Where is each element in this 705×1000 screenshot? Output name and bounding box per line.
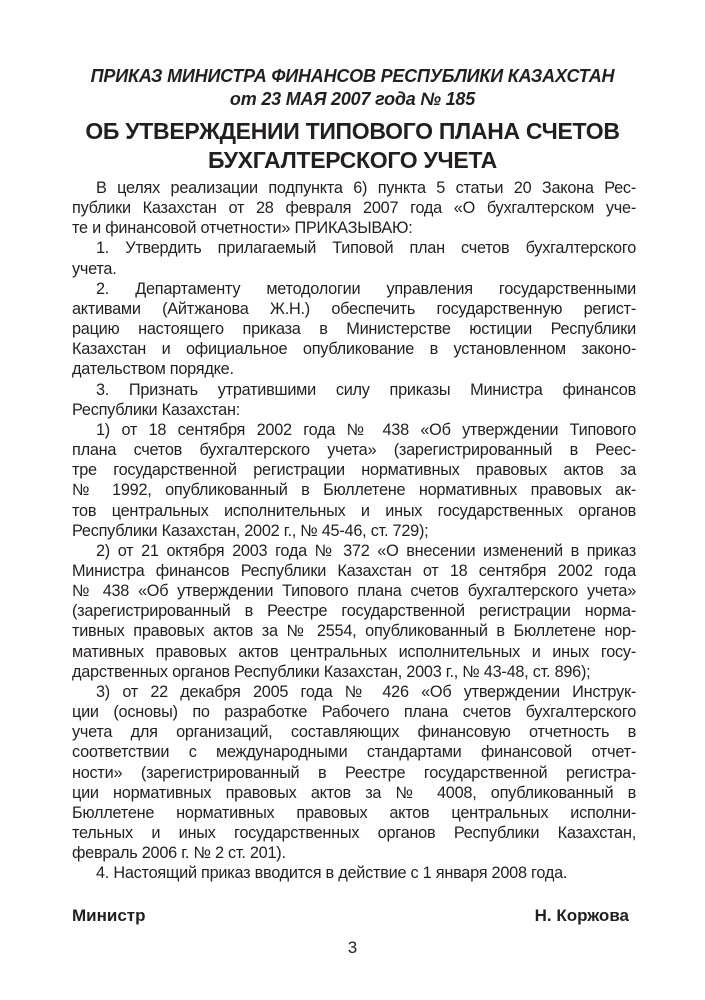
text-line: публики Казахстан от 28 февраля 2007 года «О бухгалтерском уче- bbox=[72, 199, 636, 218]
text-line: Казахстан и официальное опубликование в установленном законо- bbox=[72, 340, 636, 359]
order-title-line-1: ПРИКАЗ МИНИСТРА ФИНАНСОВ РЕСПУБЛИКИ КАЗАХСТАН bbox=[90, 66, 615, 86]
text-line: тельных и иных государственных органов Республики Казахстан, bbox=[72, 824, 636, 842]
paragraph bbox=[72, 238, 636, 278]
paragraph bbox=[72, 380, 636, 420]
text-line: Республики Казахстан, 2002 г., № 45-46, ст. 729); bbox=[72, 521, 429, 540]
text-line: 2. Департаменту методологии управления государственными bbox=[96, 279, 636, 298]
text-line: 3. Признать утратившими силу приказы Министра финансов bbox=[96, 380, 636, 399]
text-line: (зарегистрированный в Реестре государственной регистрации норма- bbox=[72, 602, 636, 621]
text-line: дательством порядке. bbox=[72, 360, 234, 379]
text-line: 1) от 18 сентября 2002 года № 438 «Об утверждении Типового bbox=[96, 420, 636, 439]
text-line: рацию настоящего приказа в Министерстве юстиции Республики bbox=[72, 320, 636, 339]
text-line: мативных правовых актов центральных исполнительных и иных госу- bbox=[72, 642, 636, 661]
text-line: ции нормативных правовых актов за № 4008, опубликованный в bbox=[72, 783, 636, 802]
text-line: В целях реализации подпункта 6) пункта 5 статьи 20 Закона Рес- bbox=[96, 179, 636, 197]
paragraph bbox=[72, 420, 636, 541]
text-line: соответствии с международными стандартами финансовой отчет- bbox=[72, 743, 636, 762]
text-line: 4. Настоящий приказ вводится в действие с 1 января 2008 года. bbox=[96, 864, 568, 883]
document-body bbox=[72, 178, 636, 883]
text-line: № 1992, опубликованный в Бюллетене нормативных правовых ак- bbox=[72, 481, 636, 500]
text-line: тов центральных исполнительных и иных государственных органов bbox=[72, 501, 636, 520]
order-title-line-2: от 23 МАЯ 2007 года № 185 bbox=[229, 89, 476, 109]
text-line: тре государственной регистрации нормативных правовых актов за bbox=[72, 461, 636, 480]
text-line: 1. Утвердить прилагаемый Типовой план счетов бухгалтерского bbox=[96, 239, 636, 258]
text-line: 3) от 22 декабря 2005 года № 426 «Об утверждении Инструк- bbox=[96, 682, 636, 701]
text-line: 2) от 21 октября 2003 года № 372 «О внесении изменений в приказ bbox=[96, 541, 636, 560]
document-title-line-1: ОБ УТВЕРЖДЕНИИ ТИПОВОГО ПЛАНА СЧЕТОВ bbox=[85, 118, 620, 144]
text-line: Бюллетене нормативных правовых актов центральных исполни- bbox=[72, 803, 636, 822]
text-line: № 438 «Об утверждении Типового плана счетов бухгалтерского учета» bbox=[72, 582, 636, 601]
text-line: ности» (зарегистрированный в Реестре государственной регистра- bbox=[72, 763, 636, 782]
text-line: учета для организаций, составляющих финансовую отчетность в bbox=[72, 723, 636, 742]
text-line: февраль 2006 г. № 2 ст. 201). bbox=[72, 844, 286, 863]
text-line: плана счетов бухгалтерского учета» (зарегистрированный в Реес- bbox=[72, 441, 636, 460]
paragraph bbox=[72, 178, 636, 238]
text-line: те и финансовой отчетности» ПРИКАЗЫВАЮ: bbox=[72, 219, 413, 238]
paragraph bbox=[72, 682, 636, 863]
text-line: Республики Казахстан: bbox=[72, 400, 240, 419]
signature-position: Министр bbox=[72, 906, 146, 925]
text-line: учета. bbox=[72, 259, 117, 278]
text-line: активами (Айтжанова Ж.Н.) обеспечить государственную регист- bbox=[72, 299, 636, 318]
text-line: дарственных органов Республики Казахстан, 2003 г., № 43-48, ст. 896); bbox=[72, 662, 591, 681]
paragraph bbox=[72, 279, 636, 380]
document-title-line-2: БУХГАЛТЕРСКОГО УЧЕТА bbox=[208, 147, 497, 173]
text-line: ции (основы) по разработке Рабочего плана счетов бухгалтерского bbox=[72, 703, 636, 722]
text-line: тивных правовых актов за № 2554, опубликованный в Бюллетене нор- bbox=[72, 622, 636, 641]
paragraph bbox=[72, 541, 636, 682]
signature-name: Н. Коржова bbox=[534, 906, 629, 925]
text-line: Министра финансов Республики Казахстан от 18 сентября 2002 года bbox=[72, 561, 636, 580]
page-number: 3 bbox=[347, 938, 358, 957]
paragraph bbox=[72, 863, 636, 883]
